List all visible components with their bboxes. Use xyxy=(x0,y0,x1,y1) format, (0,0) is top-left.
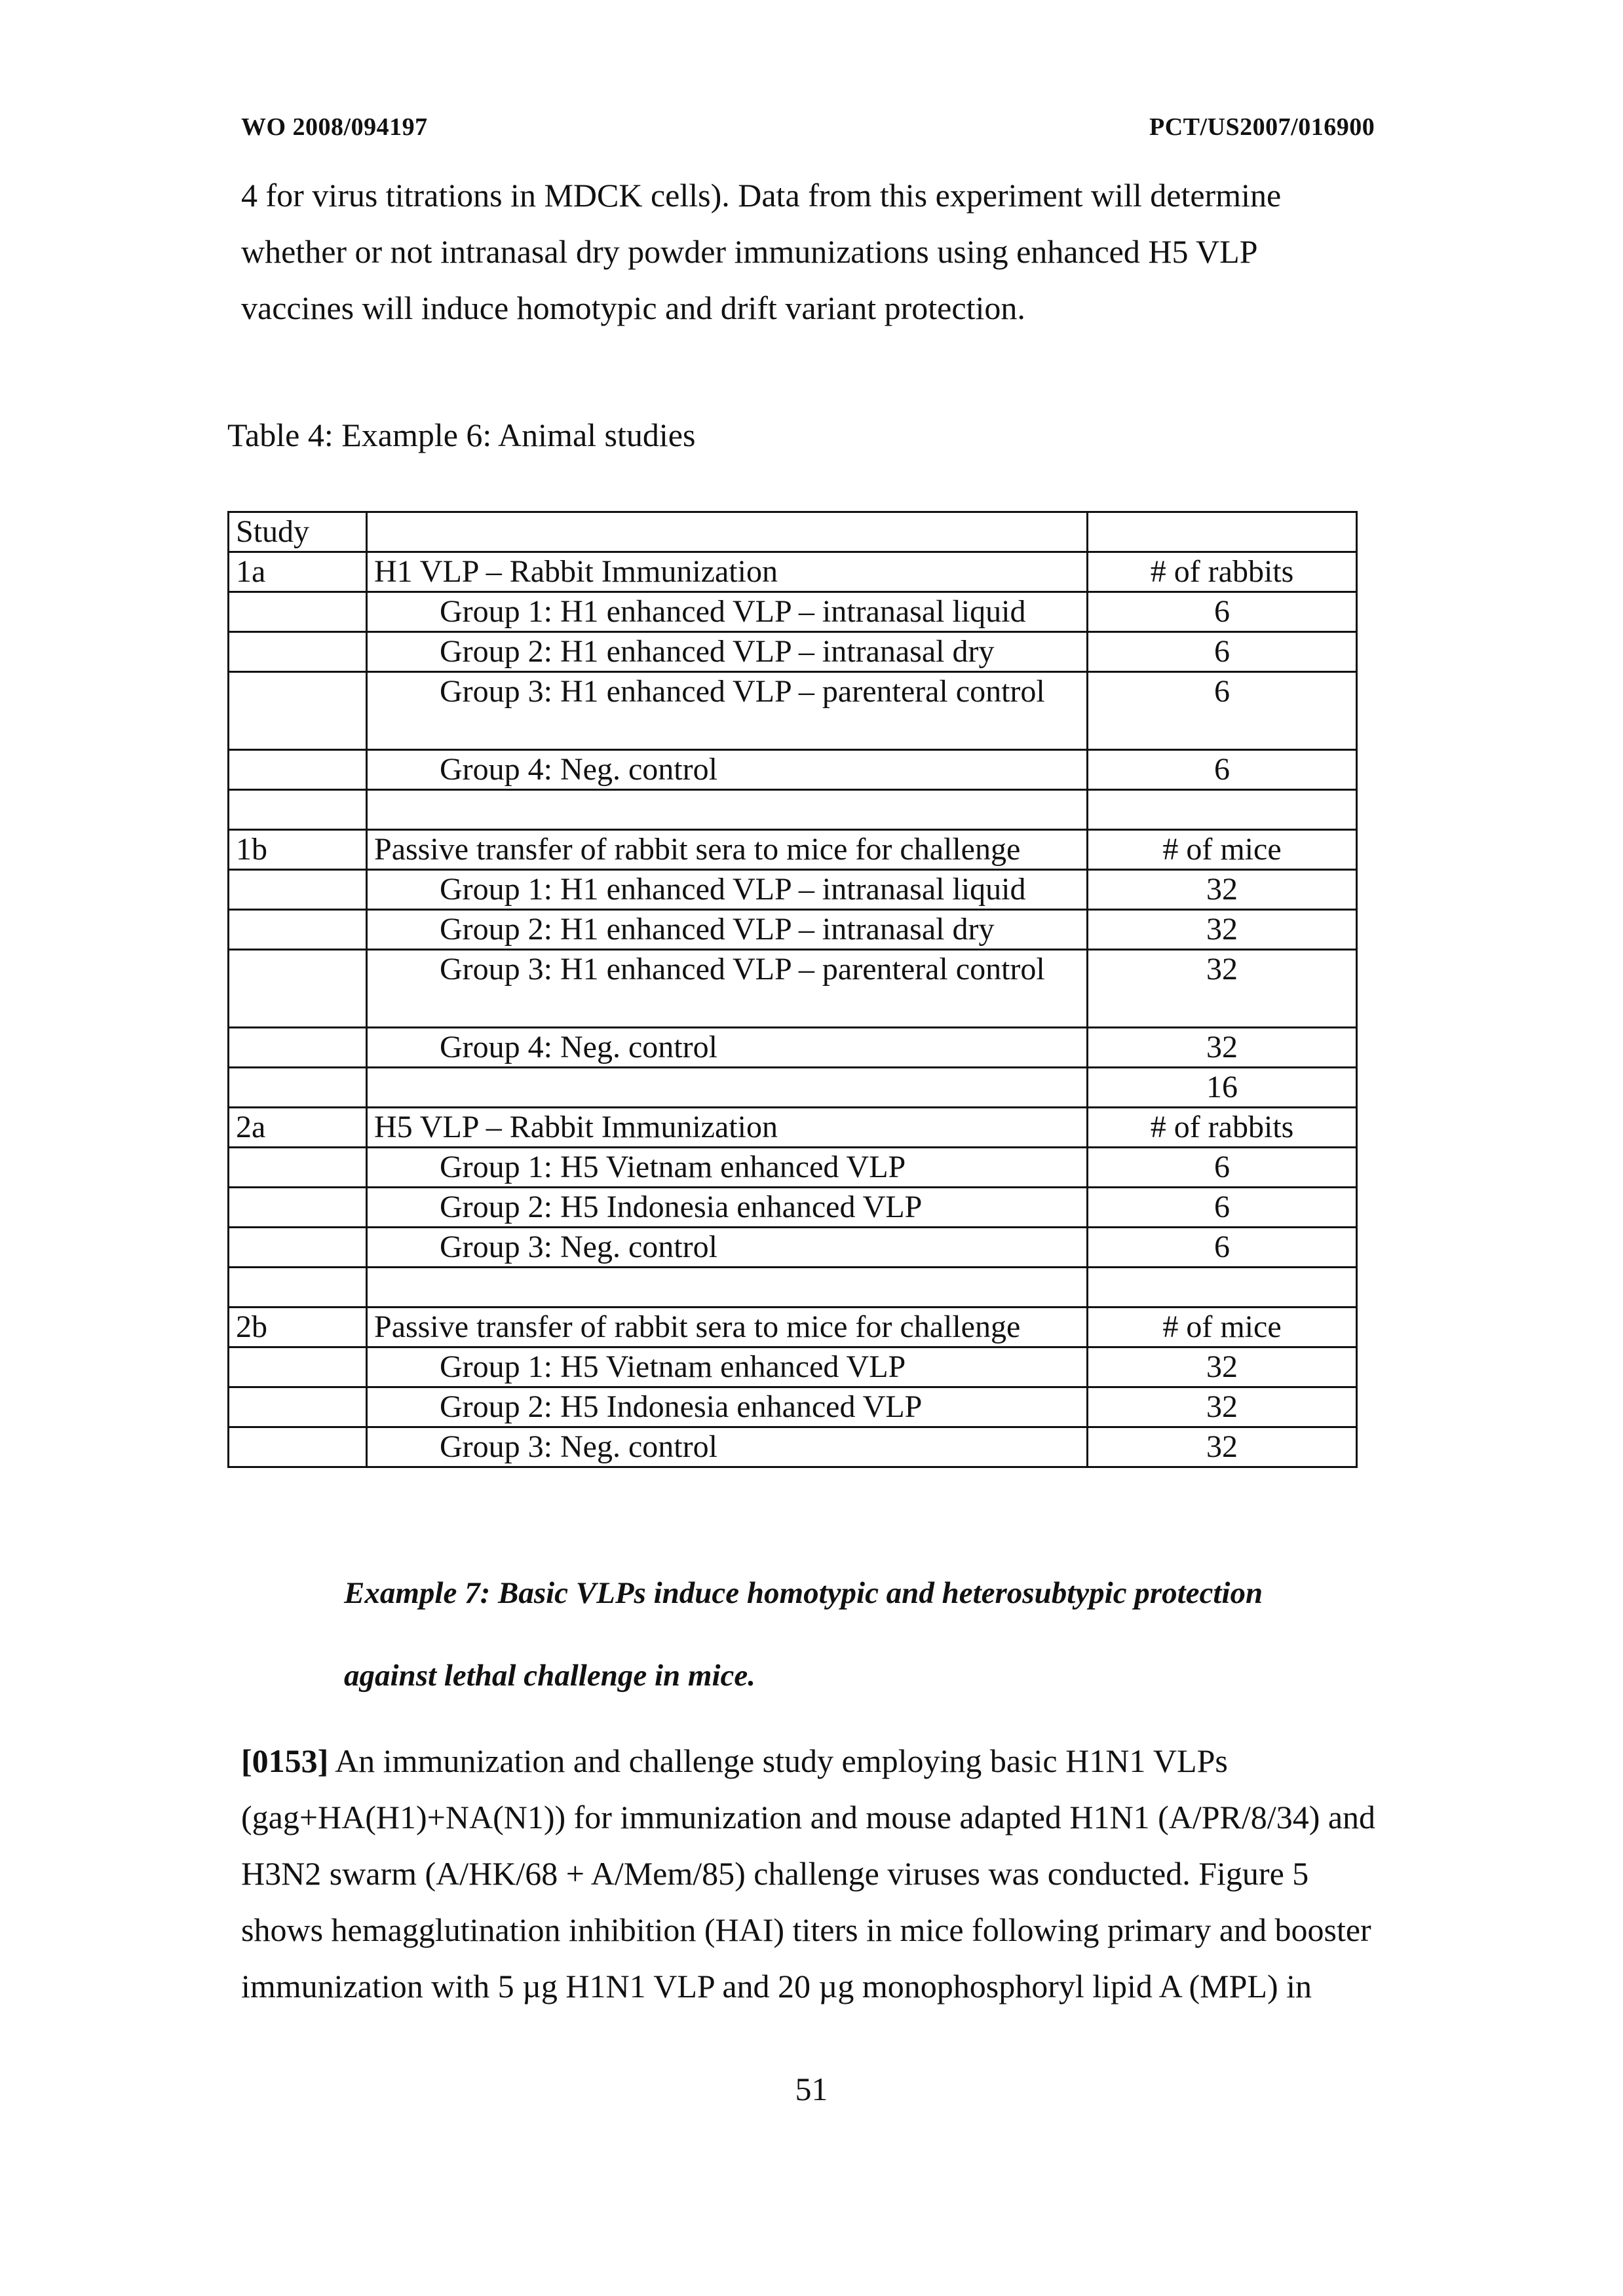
count-cell: 32 xyxy=(1088,950,1357,1028)
description-cell: Group 2: H5 Indonesia enhanced VLP xyxy=(367,1188,1088,1228)
study-cell xyxy=(229,1268,367,1308)
table-row xyxy=(229,1427,1357,1467)
count-cell: # of mice xyxy=(1088,1308,1357,1347)
study-cell xyxy=(229,1387,367,1427)
study-cell xyxy=(229,1188,367,1228)
count-cell: 32 xyxy=(1088,1427,1357,1467)
paragraph-number: [0153] xyxy=(241,1742,329,1779)
table-row xyxy=(229,1228,1357,1268)
table-row xyxy=(229,830,1357,870)
table-row xyxy=(229,632,1357,672)
study-cell xyxy=(229,870,367,910)
count-cell: 6 xyxy=(1088,592,1357,632)
example-7-title-line: Example 7: Basic VLPs induce homotypic and heterosubtypic protection xyxy=(344,1576,1263,1610)
table-caption: Table 4: Example 6: Animal studies xyxy=(227,417,696,453)
count-cell: # of rabbits xyxy=(1088,1108,1357,1148)
description-cell: Group 2: H1 enhanced VLP – intranasal dry xyxy=(367,910,1088,950)
animal-studies-table xyxy=(227,511,1358,1468)
table-row xyxy=(229,1387,1357,1427)
count-cell: # of mice xyxy=(1088,830,1357,870)
publication-number: WO 2008/094197 xyxy=(241,113,428,141)
table-row xyxy=(229,1148,1357,1188)
count-cell xyxy=(1088,790,1357,830)
description-cell: Group 3: Neg. control xyxy=(367,1228,1088,1268)
paragraph-line: immunization with 5 µg H1N1 VLP and 20 µg monophosphoryl lipid A (MPL) in xyxy=(241,1968,1312,2004)
study-cell xyxy=(229,1427,367,1467)
table-row xyxy=(229,672,1357,750)
description-cell: Group 2: H1 enhanced VLP – intranasal dry xyxy=(367,632,1088,672)
study-cell xyxy=(229,1228,367,1268)
description-cell xyxy=(367,1068,1088,1108)
count-cell xyxy=(1088,512,1357,552)
description-cell: Passive transfer of rabbit sera to mice for challenge xyxy=(367,830,1088,870)
description-cell xyxy=(367,790,1088,830)
description-cell: Group 2: H5 Indonesia enhanced VLP xyxy=(367,1387,1088,1427)
table-row xyxy=(229,512,1357,552)
table-row xyxy=(229,552,1357,592)
count-cell: 6 xyxy=(1088,632,1357,672)
table-row xyxy=(229,1068,1357,1108)
study-cell: 2a xyxy=(229,1108,367,1148)
study-cell xyxy=(229,672,367,750)
description-cell: Group 1: H5 Vietnam enhanced VLP xyxy=(367,1148,1088,1188)
table-row xyxy=(229,592,1357,632)
table-row xyxy=(229,870,1357,910)
description-cell: Group 4: Neg. control xyxy=(367,1028,1088,1068)
paragraph-line: H3N2 swarm (A/HK/68 + A/Mem/85) challenge viruses was conducted. Figure 5 xyxy=(241,1855,1309,1892)
description-cell: Group 4: Neg. control xyxy=(367,750,1088,790)
study-cell xyxy=(229,1347,367,1387)
application-number: PCT/US2007/016900 xyxy=(1149,113,1375,141)
count-cell: 6 xyxy=(1088,1228,1357,1268)
table-row xyxy=(229,790,1357,830)
study-cell xyxy=(229,1148,367,1188)
count-cell: 32 xyxy=(1088,1028,1357,1068)
intro-line: whether or not intranasal dry powder immunizations using enhanced H5 VLP xyxy=(241,233,1258,270)
table-row xyxy=(229,1188,1357,1228)
paragraph-text: An immunization and challenge study employing basic H1N1 VLPs xyxy=(335,1742,1228,1779)
intro-line: 4 for virus titrations in MDCK cells). Data from this experiment will determine xyxy=(241,177,1282,214)
count-cell: 6 xyxy=(1088,1188,1357,1228)
table-row xyxy=(229,910,1357,950)
description-cell: Group 1: H1 enhanced VLP – intranasal liquid xyxy=(367,870,1088,910)
table-row xyxy=(229,950,1357,1028)
study-cell xyxy=(229,910,367,950)
description-cell: H5 VLP – Rabbit Immunization xyxy=(367,1108,1088,1148)
count-cell xyxy=(1088,1268,1357,1308)
description-cell xyxy=(367,1268,1088,1308)
description-cell: Group 1: H5 Vietnam enhanced VLP xyxy=(367,1347,1088,1387)
count-cell: 32 xyxy=(1088,1347,1357,1387)
count-cell: 16 xyxy=(1088,1068,1357,1108)
count-cell: 6 xyxy=(1088,1148,1357,1188)
count-cell: 6 xyxy=(1088,750,1357,790)
count-cell: # of rabbits xyxy=(1088,552,1357,592)
description-cell: Passive transfer of rabbit sera to mice for challenge xyxy=(367,1308,1088,1347)
study-cell xyxy=(229,1068,367,1108)
count-cell: 32 xyxy=(1088,870,1357,910)
paragraph-line xyxy=(241,1733,1421,1789)
study-cell xyxy=(229,1028,367,1068)
description-cell: Group 3: Neg. control xyxy=(367,1427,1088,1467)
table-row xyxy=(229,1347,1357,1387)
count-cell: 32 xyxy=(1088,910,1357,950)
intro-paragraph xyxy=(241,167,1421,336)
example-7-title-line: against lethal challenge in mice. xyxy=(344,1659,755,1693)
study-cell xyxy=(229,950,367,1028)
study-cell xyxy=(229,790,367,830)
description-cell: H1 VLP – Rabbit Immunization xyxy=(367,552,1088,592)
description-cell xyxy=(367,512,1088,552)
table-row xyxy=(229,1268,1357,1308)
study-cell: 1b xyxy=(229,830,367,870)
study-cell: 1a xyxy=(229,552,367,592)
page-number: 51 xyxy=(795,2071,828,2107)
paragraph-0153 xyxy=(241,1733,1421,2014)
description-cell: Group 1: H1 enhanced VLP – intranasal liquid xyxy=(367,592,1088,632)
description-cell: Group 3: H1 enhanced VLP – parenteral control xyxy=(367,672,1088,750)
intro-line: vaccines will induce homotypic and drift variant protection. xyxy=(241,290,1025,326)
table-row xyxy=(229,1308,1357,1347)
study-cell: Study xyxy=(229,512,367,552)
study-cell: 2b xyxy=(229,1308,367,1347)
table-row xyxy=(229,1028,1357,1068)
study-cell xyxy=(229,750,367,790)
description-cell: Group 3: H1 enhanced VLP – parenteral control xyxy=(367,950,1088,1028)
study-cell xyxy=(229,632,367,672)
table-row xyxy=(229,750,1357,790)
study-cell xyxy=(229,592,367,632)
table-row xyxy=(229,1108,1357,1148)
paragraph-line: (gag+HA(H1)+NA(N1)) for immunization and mouse adapted H1N1 (A/PR/8/34) and xyxy=(241,1799,1376,1835)
count-cell: 32 xyxy=(1088,1387,1357,1427)
count-cell: 6 xyxy=(1088,672,1357,750)
paragraph-line: shows hemagglutination inhibition (HAI) titers in mice following primary and booster xyxy=(241,1911,1371,1948)
